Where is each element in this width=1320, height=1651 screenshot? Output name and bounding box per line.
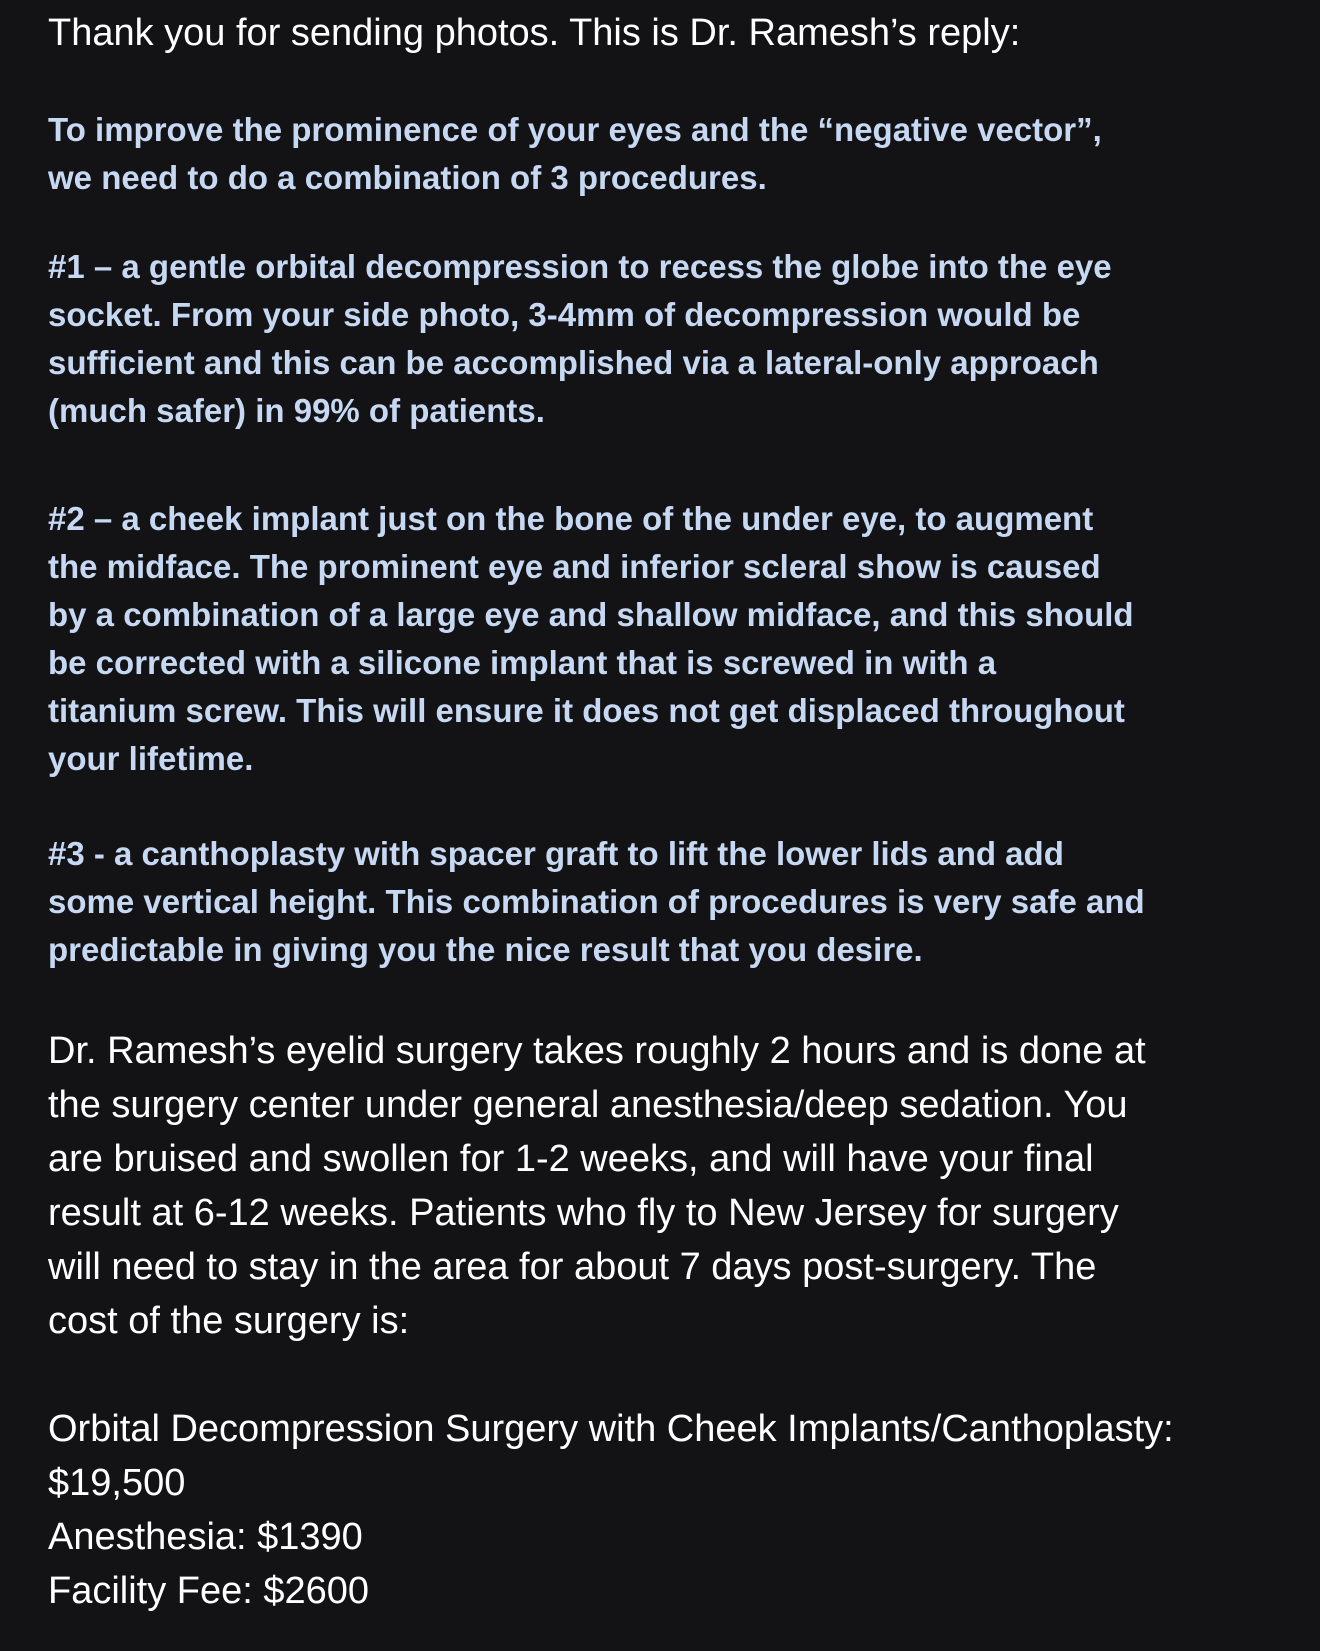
text-line: cost of the surgery is: bbox=[48, 1300, 410, 1342]
text-line: #3 - a canthoplasty with spacer graft to lift the lower lids and add bbox=[48, 835, 1064, 872]
text-line: predictable in giving you the nice result that you desire. bbox=[48, 931, 923, 968]
cost-line: Orbital Decompression Surgery with Cheek Implants/Canthoplasty: bbox=[48, 1408, 1174, 1450]
procedure-1 bbox=[48, 243, 1288, 435]
procedure-3 bbox=[48, 830, 1288, 974]
text-line: #1 – a gentle orbital decompression to recess the globe into the eye bbox=[48, 248, 1112, 285]
text-line: socket. From your side photo, 3-4mm of decompression would be bbox=[48, 296, 1081, 333]
text-line: by a combination of a large eye and shallow midface, and this should bbox=[48, 596, 1134, 633]
cost-line: Facility Fee: $2600 bbox=[48, 1570, 370, 1612]
procedure-2 bbox=[48, 495, 1288, 783]
text-line: result at 6-12 weeks. Patients who fly to New Jersey for surgery bbox=[48, 1192, 1119, 1234]
cost-line: Anesthesia: $1390 bbox=[48, 1516, 363, 1558]
text-line: be corrected with a silicone implant that is screwed in with a bbox=[48, 644, 997, 681]
text-line: the surgery center under general anesthesia/deep sedation. You bbox=[48, 1084, 1128, 1126]
text-line: (much safer) in 99% of patients. bbox=[48, 392, 545, 429]
text-line: Dr. Ramesh’s eyelid surgery takes roughly 2 hours and is done at bbox=[48, 1030, 1146, 1072]
text-line: we need to do a combination of 3 procedures. bbox=[48, 159, 767, 196]
text-line: are bruised and swollen for 1-2 weeks, and will have your final bbox=[48, 1138, 1094, 1180]
cost-breakdown bbox=[48, 1402, 1288, 1618]
text-line: some vertical height. This combination of procedures is very safe and bbox=[48, 883, 1145, 920]
text-line: sufficient and this can be accomplished via a lateral-only approach bbox=[48, 344, 1099, 381]
text-line: will need to stay in the area for about 7 days post-surgery. The bbox=[48, 1246, 1097, 1288]
surgery-info bbox=[48, 1024, 1288, 1348]
intro-text: Thank you for sending photos. This is Dr. Ramesh’s reply: bbox=[48, 12, 1021, 54]
text-line: To improve the prominence of your eyes and the “negative vector”, bbox=[48, 111, 1102, 148]
text-line: #2 – a cheek implant just on the bone of the under eye, to augment bbox=[48, 500, 1094, 537]
text-line: titanium screw. This will ensure it does not get displaced throughout bbox=[48, 692, 1125, 729]
text-line: the midface. The prominent eye and inferior scleral show is caused bbox=[48, 548, 1101, 585]
cost-line: $19,500 bbox=[48, 1462, 186, 1504]
text-line: your lifetime. bbox=[48, 740, 254, 777]
doctor-reply-summary bbox=[48, 106, 1288, 202]
